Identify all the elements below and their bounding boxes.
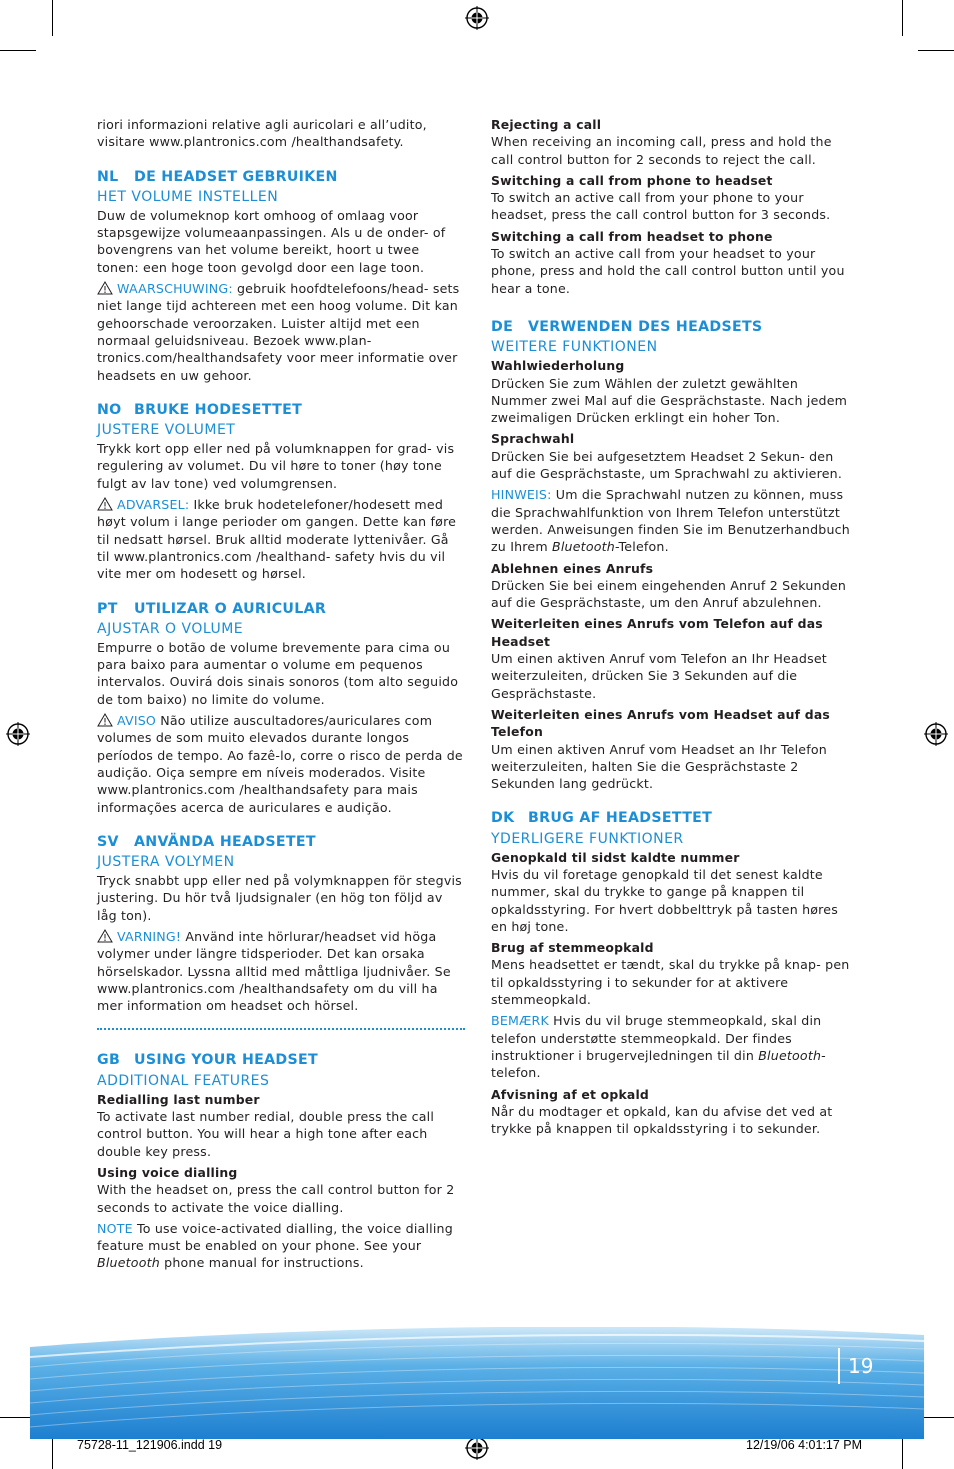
footer-wave-band [30,1327,924,1439]
note-paragraph: BEMÆRK Hvis du vil bruge stemmeopkald, skal din telefon understøtte stemmeopkald. Der findes instruktioner i brugervejledningen til din Bluetooth- telefon. [491,1013,826,1081]
intro-text: riori informazioni relative agli auricolari e all’udito, visitare www.plantronics.com /healthandsafety. [97,117,427,150]
section-heading-gb: GB USING YOUR HEADSET [97,1052,318,1069]
feature-heading: Sprachwahl [491,431,575,447]
feature-heading: Redialling last number [97,1091,260,1107]
section-heading-pt: PT UTILIZAR O AURICULAR [97,600,327,617]
paragraph: Um einen aktiven Anruf vom Telefon an Ihr Headset weiterzuleiten, drücken Sie 3 Sekunden auf die Gesprächstaste. [491,651,827,701]
subheading-pt: AJUSTAR O VOLUME [97,620,244,637]
subheading-de: WEITERE FUNKTIONEN [491,339,658,356]
warning-paragraph: WAARSCHUWING: gebruik hoofdtelefoons/head- sets niet lange tijd achtereen met een hoog volume. Dit kan gehoorschade veroorzaken. Luister altijd met een normaal geluidsniveau. Bezoek www.plan- tronics.com/healthandsafety voor meer informatie over headsets en uw gehoor. [97,281,460,383]
paragraph: To switch an active call from your headset to your phone, press and hold the call control button until you hear a tone. [491,246,845,296]
paragraph: Drücken Sie zum Wählen der zuletzt gewählten Nummer zwei Mal auf die Gesprächstaste. Nach jedem zweimaligen Drücken erklingt ein hoher Ton. [491,375,848,426]
feature-heading: Weiterleiten eines Anrufs vom Headset auf das Telefon [491,706,830,740]
page-number: 19 [838,1348,873,1384]
warning-triangle-icon [97,281,113,295]
paragraph: Hvis du vil foretage genopkald til det senest kaldte nummer, skal du trykke to gange på knappen til opkaldsstyring. For hvert dobbelttryk på tasten høres en høj tone. [491,866,838,934]
section-heading-nl: NL DE HEADSET GEBRUIKEN [97,168,338,185]
paragraph: Um einen aktiven Anruf vom Headset an Ihr Telefon weiterzuleiten, halten Sie die Gesprächstaste 2 Sekunden lang gedrückt. [491,741,827,792]
subheading-dk: YDERLIGERE FUNKTIONER [491,830,684,847]
warning-triangle-icon [97,929,113,943]
registration-mark-icon [924,722,948,746]
feature-heading: Weiterleiten eines Anrufs vom Telefon auf das Headset [491,616,823,649]
warning-label: VARNING! [117,928,182,944]
section-heading-no: NO BRUKE HODESETTET [97,401,303,418]
feature-heading: Using voice dialling [97,1164,238,1180]
registration-mark-icon [465,1436,489,1460]
feature-heading: Ablehnen eines Anrufs [491,560,654,576]
paragraph: Duw de volumeknop kort omhoog of omlaag voor stapsgewijze volumeaanpassingen. Als u de onder- of bovengrens van het volume bereikt, hoort u twee tonen: een hoge toon gevolgd door een lage toon. [97,207,446,275]
note-paragraph: NOTE To use voice-activated dialling, the voice dialling feature must be enabled on your phone. See your Bluetooth phone manual for instructions. [97,1220,453,1271]
registration-mark-icon [6,722,30,746]
feature-heading: Switching a call from phone to headset [491,172,773,188]
feature-heading: Wahlwiederholung [491,358,625,374]
warning-paragraph: AVISO Não utilize auscultadores/auriculares com volumes de som muito elevados durante longos períodos de tempo. Ao fazê-lo, corre o risco de perda de audição. Oiça sempre em níveis moderados. Visite www.plantronics.com /healthandsafety para mais informações acerca de auriculares e audição. [97,713,463,815]
warning-triangle-icon [97,713,113,727]
paragraph: Drücken Sie bei einem eingehenden Anruf 2 Sekunden auf die Gesprächstaste, um den Anruf abzulehnen. [491,577,847,611]
feature-heading: Rejecting a call [491,117,602,132]
warning-label: ADVARSEL: [117,497,190,513]
warning-label: AVISO [117,713,157,729]
paragraph: To activate last number redial, double press the call control button. You will hear a high tone after each double key press. [97,1109,435,1159]
section-heading-sv: SV ANVÄNDA HEADSETET [97,833,316,850]
slug-filename: 75728-11_121906.indd 19 [77,1438,223,1452]
left-column [97,116,465,1276]
paragraph: To switch an active call from your phone to your headset, press the call control button for 3 seconds. [491,190,831,223]
paragraph: Empurre o botão de volume brevemente para cima ou para baixo para aumentar o volume em pequenos intervalos. Ouvirá dois sinais sonoros (tom alto seguido de tom baixo) no limite do volume. [97,639,459,707]
warning-paragraph: VARNING! Använd inte hörlurar/headset vid höga volymer under längre tidsperioder. Det kan orsaka hörselskador. Lyssna alltid med måttliga ljudnivåer. Se www.plantronics.com /healthandsafety om du vill ha mer information om headset och hörsel. [97,928,451,1014]
warning-triangle-icon [97,497,113,511]
subheading-gb: ADDITIONAL FEATURES [97,1072,270,1089]
crop-mark [52,0,53,36]
note-label: BEMÆRK [491,1013,549,1029]
subheading-nl: HET VOLUME INSTELLEN [97,188,279,205]
note-label: HINWEIS: [491,487,552,503]
feature-heading: Switching a call from headset to phone [491,228,773,244]
slug-timestamp: 12/19/06 4:01:17 PM [746,1438,863,1452]
paragraph: Drücken Sie bei aufgesetztem Headset 2 Sekun- den auf die Gesprächstaste, um Sprachwahl zu aktivieren. [491,448,843,482]
crop-mark [918,50,954,51]
section-heading-de: DE VERWENDEN DES HEADSETS [491,318,763,335]
feature-heading: Brug af stemmeopkald [491,940,654,956]
feature-heading: Genopkald til sidst kaldte nummer [491,849,740,865]
dotted-divider [97,1028,465,1030]
crop-mark [902,0,903,36]
feature-heading: Afvisning af et opkald [491,1086,649,1102]
warning-paragraph: ADVARSEL: Ikke bruk hodetelefoner/hodesett med høyt volum i lange perioder om gangen. Dette kan føre til nedsatt hørsel. Bruk alltid moderate lyttenivåer. Gå til www.plantronics.com /healthand- safety hvis du vil vite mer om hodesett og hørsel. [97,497,457,582]
paragraph: Trykk kort opp eller ned på volumknappen for grad- vis regulering av volumet. Du vil høre to toner (høy tone fulgt av lav tone) ved volumgrensen. [97,441,455,491]
paragraph: Mens headsettet er tændt, skal du trykke på knap- pen til opkaldsstyring i to sekunder for at aktivere stemmeopkald. [491,957,850,1008]
subheading-sv: JUSTERA VOLYMEN [97,854,235,871]
section-heading-dk: DK BRUG AF HEADSETTET [491,810,713,827]
subheading-no: JUSTERE VOLUMET [97,422,236,439]
paragraph: Når du modtager et opkald, kan du afvise det ved at trykke på knappen til opkaldsstyring i to sekunder. [491,1103,833,1137]
paragraph: With the headset on, press the call control button for 2 seconds to activate the voice dialling. [97,1182,455,1215]
note-paragraph: HINWEIS: Um die Sprachwahl nutzen zu können, muss die Sprachwahlfunktion von Ihrem Telefon unterstützt werden. Anweisungen finden Sie im Benutzerhandbuch zu Ihrem Bluetooth-Telefon. [491,487,850,555]
paragraph: Tryck snabbt upp eller ned på volymknappen för stegvis justering. Du hör två ljudsignaler (en hög ton följd av låg ton). [97,873,462,923]
warning-label: WAARSCHUWING: [117,281,233,297]
registration-mark-icon [465,6,489,30]
right-column [491,116,855,1141]
crop-mark [0,50,36,51]
note-label: NOTE [97,1220,133,1236]
paragraph: When receiving an incoming call, press and hold the call control button for 2 seconds to reject the call. [491,134,832,167]
